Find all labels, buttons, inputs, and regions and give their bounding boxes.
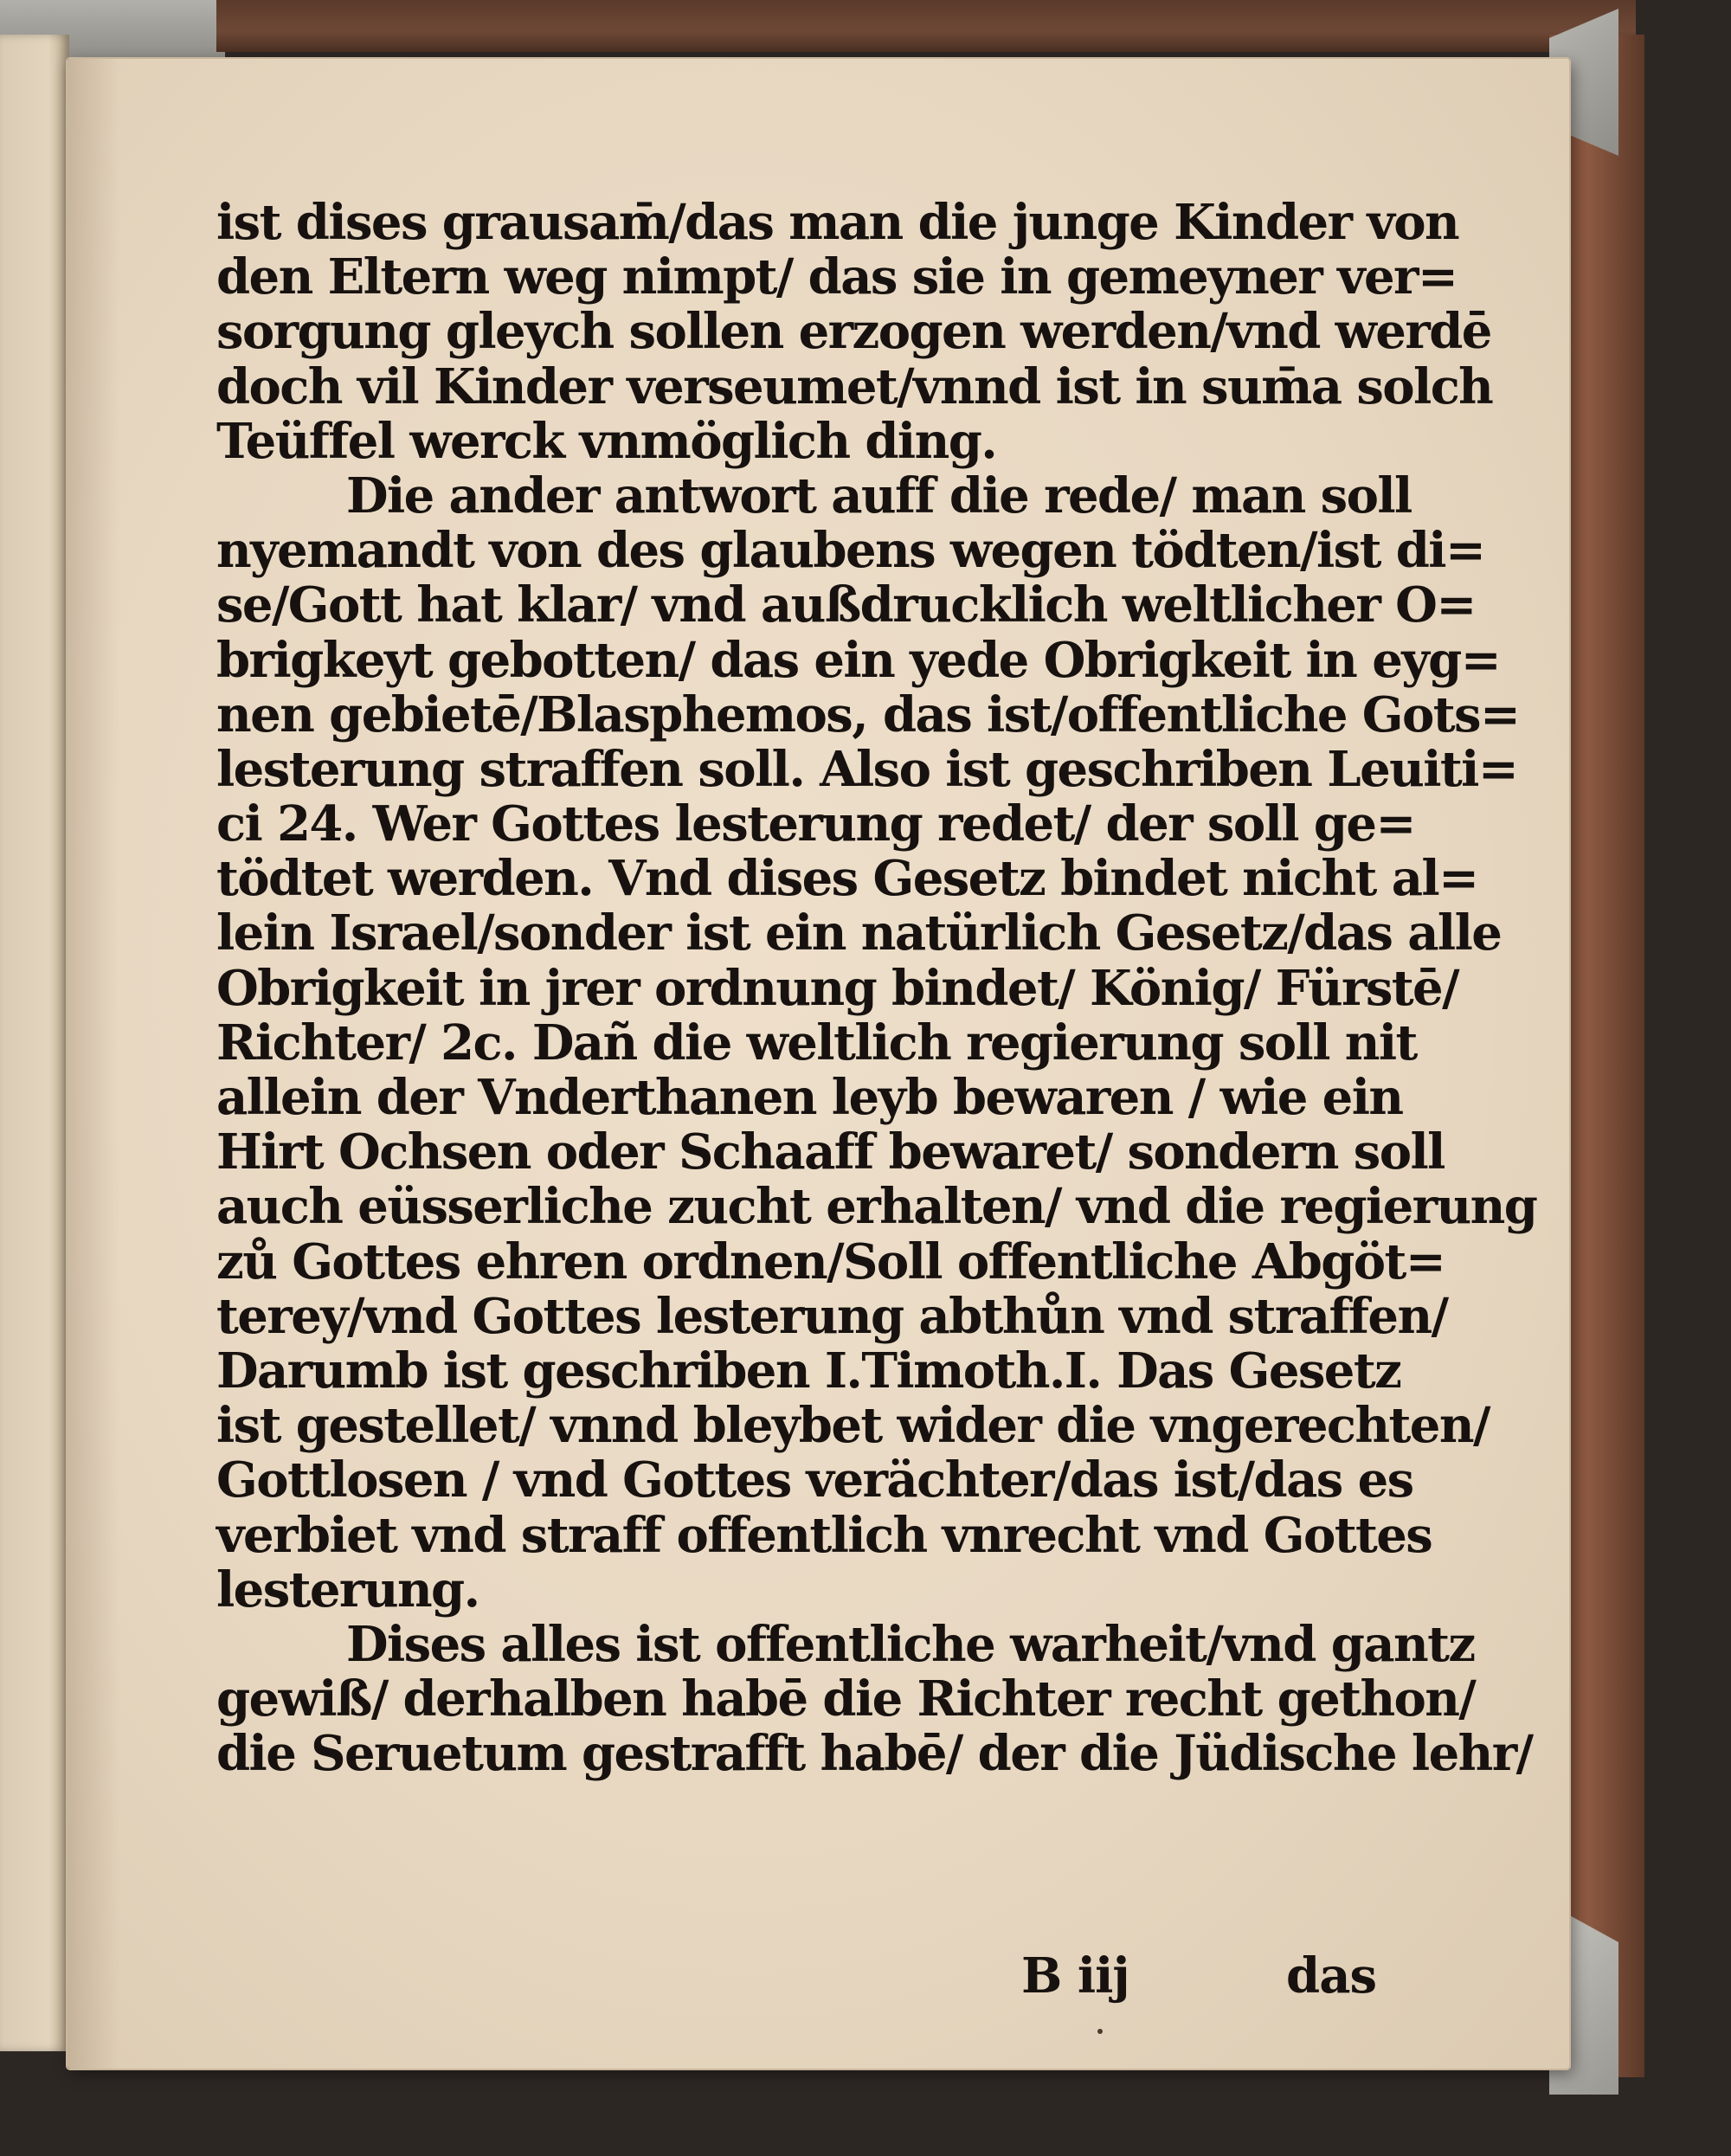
text-line: nen gebietē/Blasphemos, das ist/offentliche Gots= [216, 685, 1520, 743]
text-line: lein Israel/sonder ist ein natürlich Gesetz/das alle [216, 904, 1502, 962]
text-line: Hirt Ochsen oder Schaaff bewaret/ sondern soll [216, 1123, 1445, 1181]
book-page [68, 59, 1569, 2069]
text-line: zů Gottes ehren ordnen/Soll offentliche Abgöt= [216, 1232, 1445, 1290]
text-line: lesterung straffen soll. Also ist geschriben Leuiti= [216, 740, 1518, 798]
paragraph-start-line: Die ander antwort auff die rede/ man soll [346, 467, 1412, 525]
page-text [216, 194, 1537, 1783]
text-line: ci 24. Wer Gottes lesterung redet/ der soll ge= [216, 795, 1415, 853]
text-line: Gottlosen / vnd Gottes verächter/das ist/das es [216, 1451, 1413, 1509]
ink-speck [1097, 2029, 1103, 2034]
text-line: nyemandt von des glaubens wegen tödten/ist di= [216, 522, 1485, 580]
text-line: die Seruetum gestrafft habē/ der die Jüdische lehr/ [216, 1725, 1533, 1783]
text-line: lesterung. [216, 1561, 479, 1619]
text-line: Teüffel werck vnmöglich ding. [216, 412, 997, 470]
text-line: terey/vnd Gottes lesterung abthůn vnd straffen/ [216, 1287, 1448, 1345]
catchword: das [1286, 1947, 1376, 2005]
text-line: ist dises grausam̄/das man die junge Kinder von [216, 194, 1459, 251]
text-line: Darumb ist geschriben I.Timoth.I. Das Gesetz [216, 1342, 1401, 1400]
text-line: se/Gott hat klar/ vnd außdrucklich weltlicher O= [216, 576, 1476, 634]
text-line: auch eüsserliche zucht erhalten/ vnd die regierung [216, 1178, 1537, 1236]
text-line: allein der Vnderthanen leyb bewaren / wie ein [216, 1069, 1403, 1126]
text-line: den Eltern weg nimpt/ das sie in gemeyner ver= [216, 248, 1458, 306]
page-footer-line [216, 1947, 1376, 2003]
paragraph-start-line: Dises alles ist offentliche warheit/vnd gantz [346, 1615, 1475, 1673]
signature-mark: B iij [1021, 1947, 1129, 2005]
text-line: doch vil Kinder verseumet/vnnd ist in sum̄a solch [216, 357, 1493, 415]
text-line: Obrigkeit in jrer ordnung bindet/ König/ Fürstē/ [216, 959, 1458, 1017]
text-line: ist gestellet/ vnnd bleybet wider die vngerechten/ [216, 1397, 1490, 1455]
text-line: brigkeyt gebotten/ das ein yede Obrigkeit in eyg= [216, 631, 1501, 689]
text-line: gewiß/ derhalben habē die Richter recht gethon/ [216, 1670, 1476, 1728]
text-line: Richter/ 2c. Dañ die weltlich regierung soll nit [216, 1014, 1417, 1072]
book-binding-top [216, 0, 1636, 52]
text-line: sorgung gleych sollen erzogen werden/vnd werdē [216, 303, 1491, 361]
text-line: tödtet werden. Vnd dises Gesetz bindet nicht al= [216, 850, 1478, 908]
text-line: verbiet vnd straff offentlich vnrecht vnd Gottes [216, 1506, 1432, 1564]
facing-page-edge [0, 35, 69, 2051]
